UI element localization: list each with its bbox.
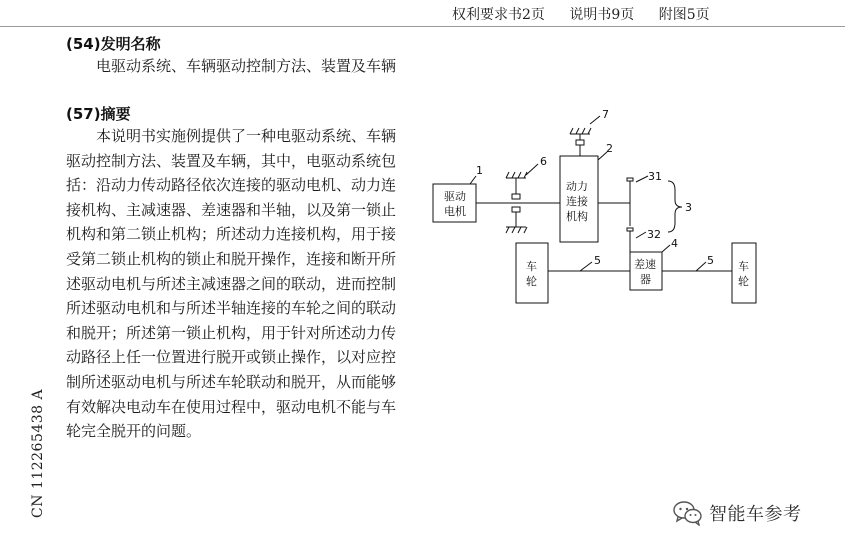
power-connection-label-line2: 连接 (566, 195, 588, 208)
ref-gear-31: 31 (648, 170, 662, 183)
ref-motor: 1 (476, 164, 483, 177)
ref-power-connection: 2 (606, 142, 613, 155)
watermark-text: 智能车参考 (709, 504, 802, 525)
ref-half-shaft-right: 5 (707, 254, 714, 267)
claims-page-count: 权利要求书2页 (452, 7, 545, 23)
motor-label-line2: 电机 (444, 205, 466, 218)
wechat-icon (673, 500, 703, 526)
wheel-right-label-line1: 车 (738, 260, 749, 273)
motor-label-line1: 驱动 (444, 190, 466, 203)
abstract-code: (57) (66, 105, 101, 123)
page-header (452, 4, 832, 24)
title-section-heading (66, 33, 161, 54)
second-lock-mechanism (570, 128, 591, 156)
wheel-right-box (732, 243, 756, 303)
wheel-left-label-line1: 车 (526, 260, 537, 273)
ref-main-reducer: 3 (685, 201, 692, 214)
title-section-code: (54) (66, 35, 101, 53)
abstract-text: 本说明书实施例提供了一种电驱动系统、车辆驱动控制方法、装置及车辆，其中，电驱动系统包括：沿动力传动路径依次连接的驱动电机、动力连接机构、主减速器、差速器和半轴，以及第一锁止机构和第二锁止机构；所述动力连接机构，用于接受第二锁止机构的锁止和脱开操作，连接和断开所述驱动电机与所述主减速器之间的联动，进而控制所述驱动电机和与所述半轴连接的车轮之间的联动和脱开；所述第一锁止机构，用于针对所述动力传动路径上任一位置进行脱开或锁止操作，以对应控制所述驱动电机与所述车轮联动和脱开，从而能够有效解决电动车在使用过程中，驱动电机不能与车轮完全脱开的问题。 (66, 127, 397, 441)
ref-half-shaft-left: 5 (594, 254, 601, 267)
title-section-label: 发明名称 (100, 35, 161, 53)
power-connection-label-line3: 机构 (566, 210, 588, 223)
abstract-heading (66, 103, 131, 124)
abstract-label: 摘要 (100, 105, 131, 123)
main-reducer-brace (668, 181, 682, 232)
differential-label-line2: 器 (640, 273, 651, 286)
publication-number: CN 112265438 A (30, 388, 46, 518)
power-connection-label-line1: 动力 (566, 180, 588, 193)
ref-second-lock: 7 (602, 108, 609, 121)
header-divider (0, 26, 845, 27)
wheel-right-label-line2: 轮 (738, 275, 749, 288)
account-watermark (673, 500, 802, 526)
description-page-count: 说明书9页 (569, 7, 635, 23)
differential-label-line1: 差速 (634, 258, 656, 271)
wheel-left-box (516, 243, 548, 303)
wheel-left-label-line2: 轮 (526, 275, 537, 288)
invention-title: 电驱动系统、车辆驱动控制方法、装置及车辆 (96, 57, 397, 75)
drive-system-diagram (425, 100, 775, 325)
ref-first-lock: 6 (540, 155, 547, 168)
ref-gear-32: 32 (647, 228, 661, 241)
ref-differential: 4 (671, 237, 678, 250)
drawings-page-count: 附图5页 (658, 7, 710, 23)
